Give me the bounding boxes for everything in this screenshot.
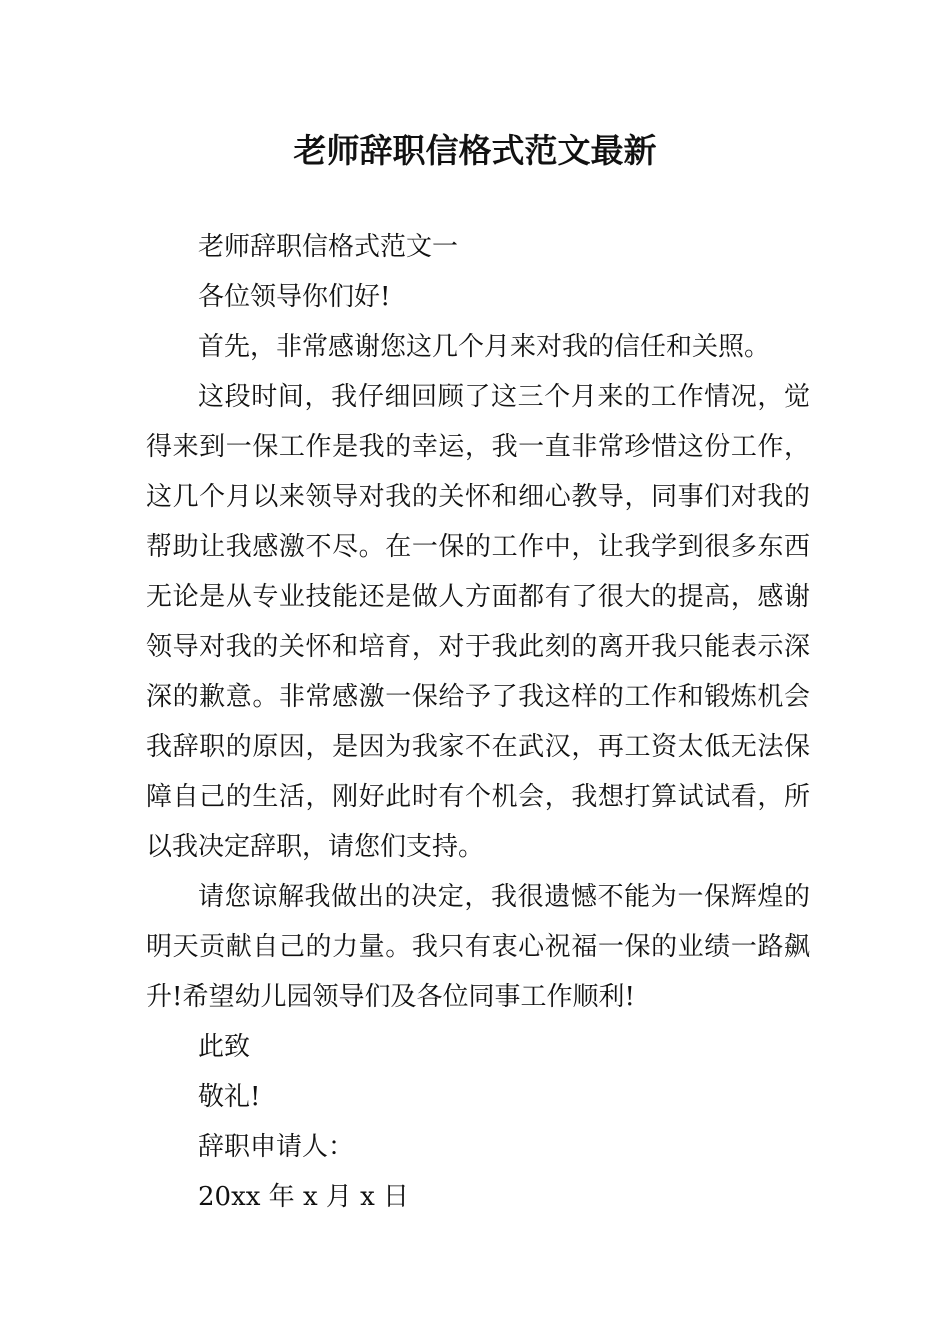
salutation: 各位领导你们好! xyxy=(198,282,391,312)
document-body xyxy=(146,222,810,1222)
body-paragraph: 首先，非常感谢您这几个月来对我的信任和关照。 xyxy=(198,332,771,362)
closing-greeting: 敬礼! xyxy=(198,1082,261,1112)
section-heading: 老师辞职信格式范文一 xyxy=(198,232,459,262)
date-line: 20xx 年 x 月 x 日 xyxy=(198,1182,410,1212)
body-paragraph: 这段时间，我仔细回顾了这三个月来的工作情况，觉得来到一保工作是我的幸运，我一直非常珍惜这份工作，这几个月以来领导对我的关怀和细心教导，同事们对我的帮助让我感激不尽。在一保的工作中，让我学到很多东西无论是从专业技能还是做人方面都有了很大的提高，感谢领导对我的关怀和培育，对于我此刻的离开我只能表示深深的歉意。非常感激一保给予了我这样的工作和锻炼机会我辞职的原因，是因为我家不在武汉，再工资太低无法保障自己的生活，刚好此时有个机会，我想打算试试看，所以我决定辞职，请您们支持。 xyxy=(146,382,810,862)
signature-label: 辞职申请人： xyxy=(198,1132,355,1162)
document-title: 老师辞职信格式范文最新 xyxy=(293,131,657,170)
body-paragraph: 请您谅解我做出的决定，我很遗憾不能为一保辉煌的明天贡献自己的力量。我只有衷心祝福一保的业绩一路飙升!希望幼儿园领导们及各位同事工作顺利! xyxy=(146,882,810,1012)
closing-line: 此致 xyxy=(198,1032,251,1062)
